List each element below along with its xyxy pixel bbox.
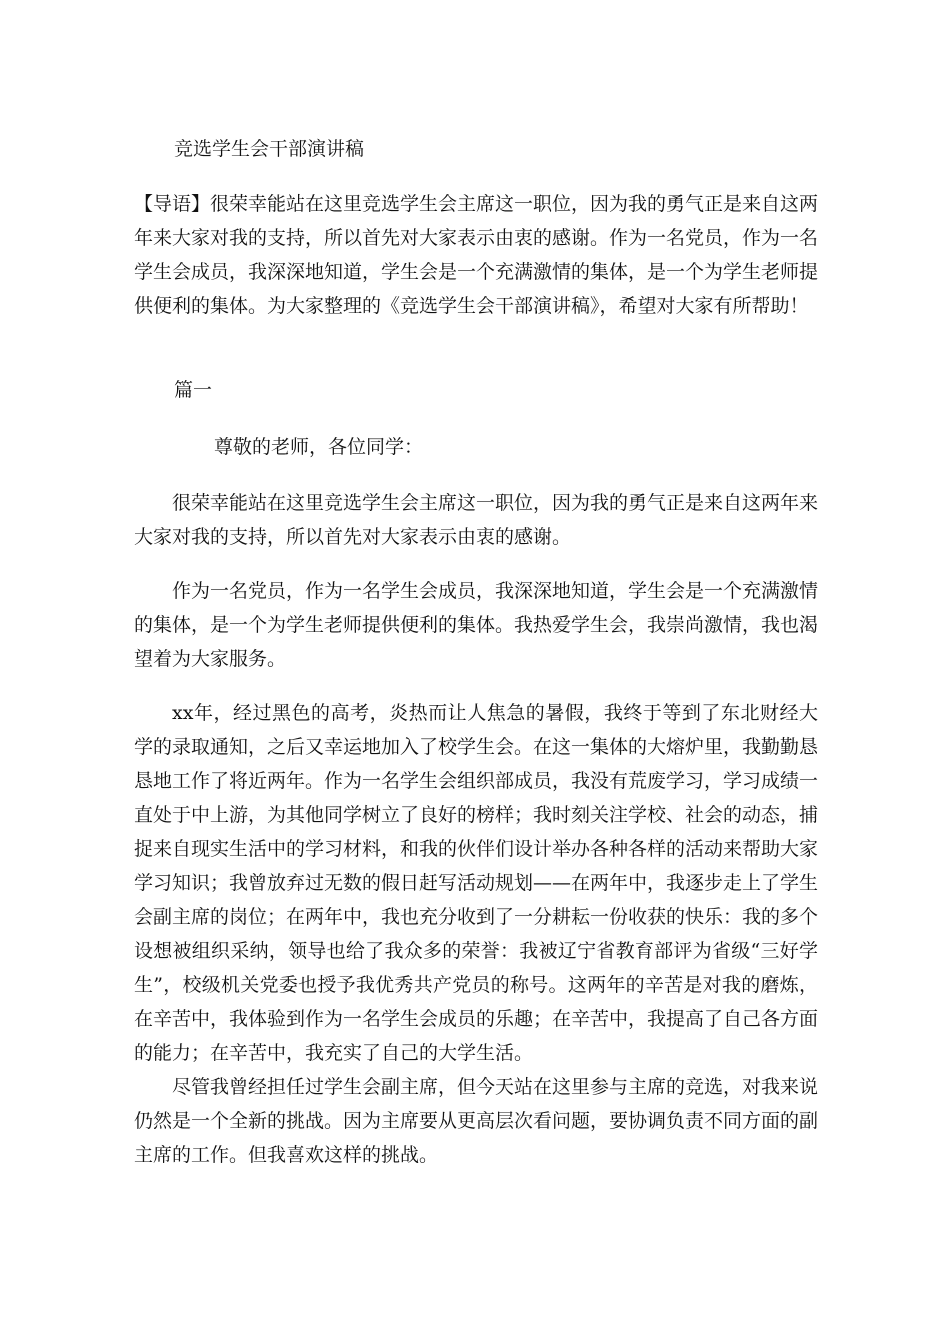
section-label: 篇一 xyxy=(174,379,213,401)
body-paragraph-4: 尽管我曾经担任过学生会副主席，但今天站在这里参与主席的竞选，对我来说仍然是一个全新的挑战。因为主席要从更高层次看问题，要协调负责不同方面的副主席的工作。但我喜欢这样的挑战。 xyxy=(134,1076,819,1166)
body-paragraph-1: 很荣幸能站在这里竞选学生会主席这一职位，因为我的勇气正是来自这两年来大家对我的支持，所以首先对大家表示由衷的感谢。 xyxy=(134,492,819,548)
document-title: 竞选学生会干部演讲稿 xyxy=(174,138,365,160)
intro-paragraph: 【导语】很荣幸能站在这里竞选学生会主席这一职位，因为我的勇气正是来自这两年来大家对我的支持，所以首先对大家表示由衷的感谢。作为一名党员，作为一名学生会成员，我深深地知道，学生会是一个充满激情的集体，是一个为学生老师提供便利的集体。为大家整理的《竞选学生会干部演讲稿》，希望对大家有所帮助！ xyxy=(134,193,819,317)
greeting: 尊敬的老师，各位同学： xyxy=(214,436,424,458)
body-paragraph-2: 作为一名党员，作为一名学生会成员，我深深地知道，学生会是一个充满激情的集体，是一个为学生老师提供便利的集体。我热爱学生会，我崇尚激情，我也渴望着为大家服务。 xyxy=(134,580,819,670)
body-paragraph-3: xx年，经过黑色的高考，炎热而让人焦急的暑假，我终于等到了东北财经大学的录取通知，之后又幸运地加入了校学生会。在这一集体的大熔炉里，我勤勤恳恳地工作了将近两年。作为一名学生会组织部成员，我没有荒废学习，学习成绩一直处于中上游，为其他同学树立了良好的榜样；我时刻关注学校、社会的动态，捕捉来自现实生活中的学习材料，和我的伙伴们设计举办各种各样的活动来帮助大家学习知识；我曾放弃过无数的假日赶写活动规划——在两年中，我逐步走上了学生会副主席的岗位；在两年中，我也充分收到了一分耕耘一份收获的快乐：我的多个设想被组织采纳，领导也给了我众多的荣誉：我被辽宁省教育部评为省级“三好学生”，校级机关党委也授予我优秀共产党员的称号。这两年的辛苦是对我的磨炼，在辛苦中，我体验到作为一名学生会成员的乐趣；在辛苦中，我提高了自己各方面的能力；在辛苦中，我充实了自己的大学生活。 xyxy=(134,702,819,1064)
